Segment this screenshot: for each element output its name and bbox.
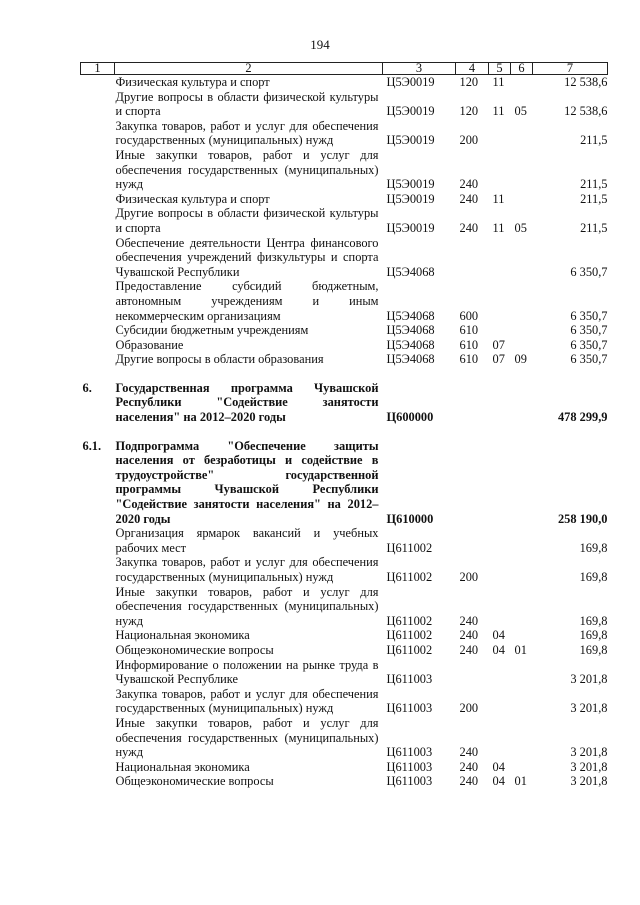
table-row — [81, 555, 608, 584]
row-number — [81, 658, 115, 687]
row-name: Общеэкономические вопросы — [115, 642, 274, 657]
row-amount: 169,8 — [579, 642, 608, 657]
row-col6: 01 — [514, 774, 527, 789]
row-amount: 6 350,7 — [570, 264, 608, 279]
row-col4 — [456, 439, 489, 527]
row-col6 — [511, 338, 533, 353]
row-col6: 01 — [514, 642, 527, 657]
row-col5 — [489, 148, 511, 192]
table-row — [81, 323, 608, 338]
row-code: Ц5Э0019 — [386, 191, 435, 206]
row-col5: 04 — [492, 774, 505, 789]
row-col6: 09 — [514, 352, 527, 367]
row-col6 — [511, 687, 533, 716]
row-col5: 04 — [492, 759, 505, 774]
row-col4: 240 — [459, 642, 479, 657]
row-col4: 600 — [459, 308, 479, 323]
row-code: Ц5Э4068 — [386, 264, 435, 279]
row-col4: 610 — [459, 337, 479, 352]
table-row — [81, 206, 608, 235]
row-col6 — [511, 658, 533, 687]
row-number — [81, 352, 115, 367]
row-col5: 11 — [492, 191, 505, 206]
row-code: Ц611003 — [386, 672, 433, 687]
row-name: Иные закупки товаров, работ и услуг для обеспечения государственных (муниципальных) нужд — [115, 147, 379, 192]
row-col5: 07 — [492, 337, 505, 352]
table-row — [81, 774, 608, 789]
row-number: 6.1. — [82, 438, 102, 453]
row-col6 — [511, 439, 533, 527]
row-col6 — [511, 381, 533, 425]
row-col4: 610 — [459, 323, 479, 338]
row-col6 — [511, 585, 533, 629]
row-amount: 211,5 — [580, 177, 608, 192]
row-col5: 04 — [492, 628, 505, 643]
row-col6 — [511, 628, 533, 643]
row-amount: 6 350,7 — [570, 352, 608, 367]
row-number — [81, 236, 115, 280]
row-amount: 211,5 — [580, 220, 608, 235]
row-name: Предоставление субсидий бюджетным, автономным учреждениям и иным некоммерческим организациям — [115, 279, 379, 323]
row-col4: 200 — [459, 570, 479, 584]
row-col5: 07 — [492, 352, 505, 367]
row-col4 — [456, 658, 489, 687]
row-name: Физическая культура и спорт — [115, 191, 270, 206]
row-number — [81, 526, 115, 555]
row-amount: 211,5 — [580, 133, 608, 148]
row-col4: 240 — [459, 745, 479, 760]
row-col6: 05 — [514, 104, 527, 119]
row-col4: 240 — [459, 177, 479, 192]
row-col6 — [511, 526, 533, 555]
row-col4 — [456, 236, 489, 280]
table-row — [81, 192, 608, 207]
table-row — [81, 236, 608, 280]
row-col6 — [511, 192, 533, 207]
row-col4: 120 — [459, 104, 479, 119]
row-col5 — [489, 526, 511, 555]
row-code: Ц5Э0019 — [386, 177, 435, 192]
table-row — [81, 658, 608, 687]
row-name: Закупка товаров, работ и услуг для обеспечения государственных (муниципальных) нужд — [115, 118, 379, 148]
row-name: Закупка товаров, работ и услуг для обеспечения государственных (муниципальных) нужд — [115, 555, 379, 584]
row-number — [81, 148, 115, 192]
row-col5 — [489, 585, 511, 629]
row-col5 — [489, 236, 511, 280]
table-row — [81, 687, 608, 716]
row-name: Другие вопросы в области физической культуры и спорта — [115, 206, 379, 235]
row-col4: 120 — [459, 75, 479, 89]
row-code: Ц611002 — [386, 642, 433, 657]
row-amount: 211,5 — [580, 191, 608, 206]
row-number — [81, 192, 115, 207]
table-header-row — [81, 63, 608, 75]
row-amount: 6 350,7 — [570, 308, 608, 323]
row-amount: 3 201,8 — [570, 774, 608, 789]
table-row — [81, 716, 608, 760]
row-name: Другие вопросы в области образования — [115, 352, 324, 367]
row-col4: 610 — [459, 352, 479, 367]
row-col6 — [511, 555, 533, 584]
row-col4 — [456, 526, 489, 555]
row-col6 — [511, 148, 533, 192]
row-col5 — [489, 119, 511, 148]
row-amount: 6 350,7 — [570, 337, 608, 352]
row-col5 — [489, 439, 511, 527]
row-col4: 240 — [459, 628, 479, 643]
row-col6 — [511, 75, 533, 90]
row-amount: 258 190,0 — [557, 511, 608, 526]
column-header: 3 — [383, 63, 456, 75]
row-col5: 11 — [492, 220, 505, 235]
table-row — [81, 279, 608, 323]
row-number — [81, 687, 115, 716]
row-col4 — [456, 381, 489, 425]
table-row — [81, 75, 608, 90]
row-col5: 04 — [492, 642, 505, 657]
row-name: Подпрограмма "Обеспечение защиты населения от безработицы и содействие в трудоустройстве" государственной программы Чувашской Республики "Содействие занятости населения" на 2012–2020 годы — [115, 438, 379, 526]
table-row — [81, 585, 608, 629]
row-number — [81, 585, 115, 629]
row-code: Ц5Э0019 — [386, 220, 435, 235]
row-number — [81, 628, 115, 643]
row-name: Другие вопросы в области физической культуры и спорта — [115, 89, 379, 119]
column-header: 7 — [533, 63, 608, 75]
spacer-row — [81, 367, 608, 381]
table-row — [81, 338, 608, 353]
table-row — [81, 526, 608, 555]
table-row — [81, 148, 608, 192]
row-col6 — [511, 236, 533, 280]
row-name: Государственная программа Чувашской Республики "Содействие занятости населения" на 2012–2020 годы — [115, 380, 379, 425]
row-col4: 200 — [459, 701, 479, 716]
row-col6 — [511, 279, 533, 323]
row-name: Национальная экономика — [115, 628, 250, 643]
row-amount: 169,8 — [579, 570, 608, 584]
row-name: Закупка товаров, работ и услуг для обеспечения государственных (муниципальных) нужд — [115, 686, 379, 716]
spacer-row — [81, 425, 608, 439]
row-amount: 169,8 — [579, 613, 608, 628]
row-number — [81, 75, 115, 90]
row-name: Физическая культура и спорт — [115, 75, 270, 89]
row-number — [81, 279, 115, 323]
row-name: Информирование о положении на рынке труда в Чувашской Республике — [115, 657, 379, 687]
row-col5 — [489, 716, 511, 760]
row-code: Ц5Э0019 — [386, 75, 435, 89]
row-number — [81, 555, 115, 584]
row-name: Общеэкономические вопросы — [115, 774, 274, 789]
row-col4: 240 — [459, 220, 479, 235]
row-number — [81, 774, 115, 789]
table-row — [81, 439, 608, 527]
row-col4: 200 — [459, 133, 479, 148]
row-col4: 240 — [459, 191, 479, 206]
row-amount: 6 350,7 — [570, 323, 608, 338]
column-header: 4 — [456, 63, 489, 75]
row-code: Ц5Э0019 — [386, 104, 435, 119]
row-col6: 05 — [514, 220, 527, 235]
row-col4: 240 — [459, 613, 479, 628]
table-row — [81, 352, 608, 367]
row-amount: 12 538,6 — [564, 104, 608, 119]
row-code: Ц611002 — [386, 613, 433, 628]
row-code: Ц611003 — [386, 701, 433, 716]
budget-table — [80, 62, 608, 789]
row-code: Ц611003 — [386, 774, 433, 789]
row-number — [81, 716, 115, 760]
row-amount: 12 538,6 — [564, 75, 608, 89]
row-name: Иные закупки товаров, работ и услуг для обеспечения государственных (муниципальных) нужд — [115, 584, 379, 628]
row-name: Организация ярмарок вакансий и учебных рабочих мест — [115, 526, 379, 555]
row-col5 — [489, 687, 511, 716]
table-row — [81, 760, 608, 775]
row-col4: 240 — [459, 759, 479, 774]
row-number — [81, 119, 115, 148]
row-col5 — [489, 279, 511, 323]
row-number — [81, 760, 115, 775]
row-amount: 169,8 — [579, 628, 608, 643]
column-header: 6 — [511, 63, 533, 75]
table-row — [81, 119, 608, 148]
row-col5 — [489, 323, 511, 338]
row-code: Ц5Э0019 — [386, 133, 435, 148]
row-col5: 11 — [492, 104, 505, 119]
row-number — [81, 90, 115, 119]
row-code: Ц611002 — [386, 540, 433, 555]
table-body — [81, 75, 608, 789]
row-col6 — [511, 323, 533, 338]
row-number: 6. — [82, 380, 92, 395]
row-name: Иные закупки товаров, работ и услуг для обеспечения государственных (муниципальных) нужд — [115, 715, 379, 760]
row-name: Национальная экономика — [115, 759, 250, 774]
page-number: 194 — [310, 37, 330, 52]
row-amount: 3 201,8 — [570, 672, 608, 687]
row-number — [81, 643, 115, 658]
row-code: Ц610000 — [386, 511, 434, 526]
row-number — [81, 323, 115, 338]
table-row — [81, 90, 608, 119]
row-amount: 478 299,9 — [557, 410, 608, 425]
table-row — [81, 643, 608, 658]
row-col4: 240 — [459, 774, 479, 789]
column-header: 1 — [81, 63, 115, 75]
row-name: Субсидии бюджетным учреждениям — [115, 323, 309, 338]
row-code: Ц611002 — [386, 628, 433, 643]
row-code: Ц5Э4068 — [386, 308, 435, 323]
row-amount: 169,8 — [579, 540, 608, 555]
row-col5: 11 — [492, 75, 505, 89]
row-code: Ц611002 — [386, 570, 433, 584]
row-code: Ц5Э4068 — [386, 337, 435, 352]
row-code: Ц600000 — [386, 410, 434, 425]
row-col5 — [489, 381, 511, 425]
row-number — [81, 206, 115, 235]
row-name: Обеспечение деятельности Центра финансового обеспечения учреждений физкультуры и спорта Чувашской Республики — [115, 235, 379, 279]
row-col6 — [511, 760, 533, 775]
row-code: Ц5Э4068 — [386, 323, 435, 338]
row-code: Ц611003 — [386, 745, 433, 760]
row-col5 — [489, 555, 511, 584]
row-name: Образование — [115, 337, 184, 352]
row-col5 — [489, 658, 511, 687]
row-col6 — [511, 716, 533, 760]
row-amount: 3 201,8 — [570, 759, 608, 774]
column-header: 5 — [489, 63, 511, 75]
table-row — [81, 381, 608, 425]
row-amount: 3 201,8 — [570, 745, 608, 760]
spacer-cell — [81, 367, 608, 381]
row-code: Ц611003 — [386, 759, 433, 774]
column-header: 2 — [115, 63, 383, 75]
table-row — [81, 628, 608, 643]
row-col6 — [511, 119, 533, 148]
spacer-cell — [81, 425, 608, 439]
row-amount: 3 201,8 — [570, 701, 608, 716]
row-code: Ц5Э4068 — [386, 352, 435, 367]
row-number — [81, 338, 115, 353]
